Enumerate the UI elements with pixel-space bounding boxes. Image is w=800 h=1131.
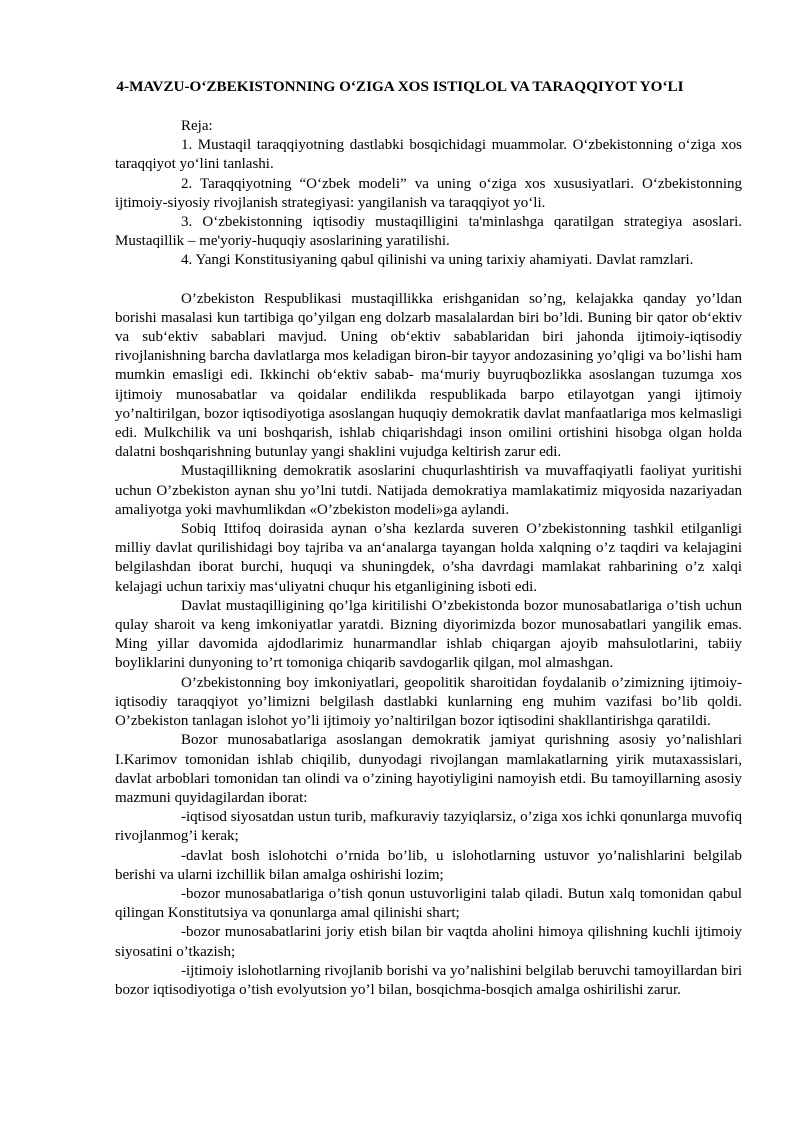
principle-1: -iqtisod siyosatdan ustun turib, mafkuraviy tazyiqlarsiz, o’ziga xos ichki qonunlarga muvofiq rivojlanmog’i kerak;	[115, 809, 742, 845]
principle-4: -bozor munosabatlarini joriy etish bilan bir vaqtda aholini himoya qilishning kuchli ijtimoiy siyosatini o’tkazish;	[115, 924, 742, 960]
plan-item-1: 1. Mustaqil taraqqiyotning dastlabki bosqichidagi muammolar. O‘zbekistonning o‘ziga xos taraqqiyot yo‘lini tanlashi.	[115, 137, 742, 173]
paragraph-3: Sobiq Ittifoq doirasida aynan o’sha kezlarda suveren O’zbekistonning tashkil etilganligi milliy davlat qurilishidagi boy tajriba va an‘analarga tayangan holda xalqning o’z taqdiri va kelajagini belgilashdan iborat burchi, huquqi va shuningdek, o’sha davrdagi mamlakat rahbarining o’z xalqi kelajagi uchun tarixiy mas‘uliyatni chuqur his etganligining isboti edi.	[115, 521, 742, 595]
paragraph-1: O’zbekiston Respublikasi mustaqillikka erishganidan so’ng, kelajakka qanday yo’ldan borishi masalasi kun tartibiga qo’yilgan eng dolzarb masalalardan biri bo’ldi. Buning bir qator ob‘ektiv va sub‘ektiv sabablari mavjud. Uning ob‘ektiv sabablaridan biri jahonda ijtimoiy-iqtisodiy rivojlanishning barcha davlatlarga mos keladigan biron-bir tayyor andozasining yo’qligi va bo’lishi ham mumkin emasligi edi. Ikkinchi ob‘ektiv sabab- ma‘muriy buyruqbozlikka asoslangan tuzumga xos ijtimoiy munosabatlar va qoidalar endilikda respublikada barpo etilayotgan yangi ijtimoiy yo’naltirilgan, bozor iqtisodiyotiga asoslangan huquqiy demokratik davlat manfaatlariga mos kelmasligi edi. Mulkchilik va uni boshqarish, ishlab chiqarishdagi inson omilini ortishini hisobga olgan holda dalatni boshqarishning butunlay yangi shaklini vujudga keltirish zarur edi.	[115, 290, 742, 461]
document-body	[115, 117, 742, 1000]
principle-3: -bozor munosabatlariga o’tish qonun ustuvorligini talab qiladi. Butun xalq tomonidan qabul qilingan Konstitutsiya va qonunlarga amal qilinishi shart;	[115, 885, 742, 922]
paragraph-2: Mustaqillikning demokratik asoslarini chuqurlashtirish va muvaffaqiyatli faoliyat yuritishi uchun O’zbekiston aynan shu yo’lni tutdi. Natijada demokratiya mamlakatimiz miqyosida nazariyadan amaliyotga yoki mavhumlikdan «O’zbekiston modeli»ga aylandi.	[115, 463, 742, 518]
principle-5: -ijtimoiy islohotlarning rivojlanib borishi va yo’nalishini belgilab beruvchi tamoyillardan biri bozor iqtisodiyotiga o’tish evolyutsion yo’l bilan, bosqichma-bosqich amalga oshirilishi zarur.	[115, 962, 742, 998]
plan-item-4: 4. Yangi Konstitusiyaning qabul qilinishi va uning tarixiy ahamiyati. Davlat ramzlari.	[181, 252, 694, 269]
document-title: 4-MAVZU-O‘ZBEKISTONNING O‘ZIGA XOS ISTIQLOL VA TARAQQIYOT YO‘LI	[116, 78, 684, 95]
principle-2: -davlat bosh islohotchi o’rnida bo’lib, u islohotlarning ustuvor yo’nalishlarini belgilab berishi va ularni izchillik bilan amalga oshirishi lozim;	[115, 847, 742, 883]
plan-item-3: 3. O‘zbekistonning iqtisodiy mustaqilligini ta'minlashga qaratilgan strategiya asoslari. Mustaqillik – me'yoriy-huquqiy asoslarining yaratilishi.	[115, 214, 742, 250]
paragraph-4: Davlat mustaqilligining qo’lga kiritilishi O’zbekistonda bozor munosabatlariga o’tish uchun qulay sharoit va keng imkoniyatlar yaratdi. Bizning diyorimizda bozor munosabatlari yangilik emas. Ming yillar davomida ajdodlarimiz hunarmandlar ishlab chiqargan ajoyib mahsulotlarini, tabiiy boyliklarini dunyoning to’rt tomoniga chiqarib savdogarlik qilgan, mol almashgan.	[115, 597, 742, 672]
paragraph-6: Bozor munosabatlariga asoslangan demokratik jamiyat qurishning asosiy yo’nalishlari I.Karimov tomonidan ishlab chiqilib, dunyodagi rivojlangan mamlakatlarning yirik mutaxassislari, davlat arboblari tomonidan tan olindi va o’zining hayotiyligini namoyish etdi. Bu tamoyillarning asosiy mazmuni quyidagilardan iborat:	[115, 732, 742, 806]
plan-label: Reja:	[181, 118, 213, 134]
section-spacer	[115, 271, 742, 290]
paragraph-5: O’zbekistonning boy imkoniyatlari, geopolitik sharoitidan foydalanib o’zimizning ijtimoiy-iqtisodiy taraqqiyot yo’limizni belgilash dastlabki kunlarning eng muhim vazifasi bo’lib qoldi. O’zbekiston tanlagan islohot yo’li ijtimoiy yo’naltirilgan bozor iqtisodini shakllantirishga qaratildi.	[115, 674, 742, 730]
plan-item-2: 2. Taraqqiyotning “O‘zbek modeli” va uning o‘ziga xos xususiyatlari. O‘zbekistonning ijtimoiy-siyosiy rivojlanish strategiyasi: yangilanish va taraqqiyot yo‘li.	[115, 175, 742, 211]
